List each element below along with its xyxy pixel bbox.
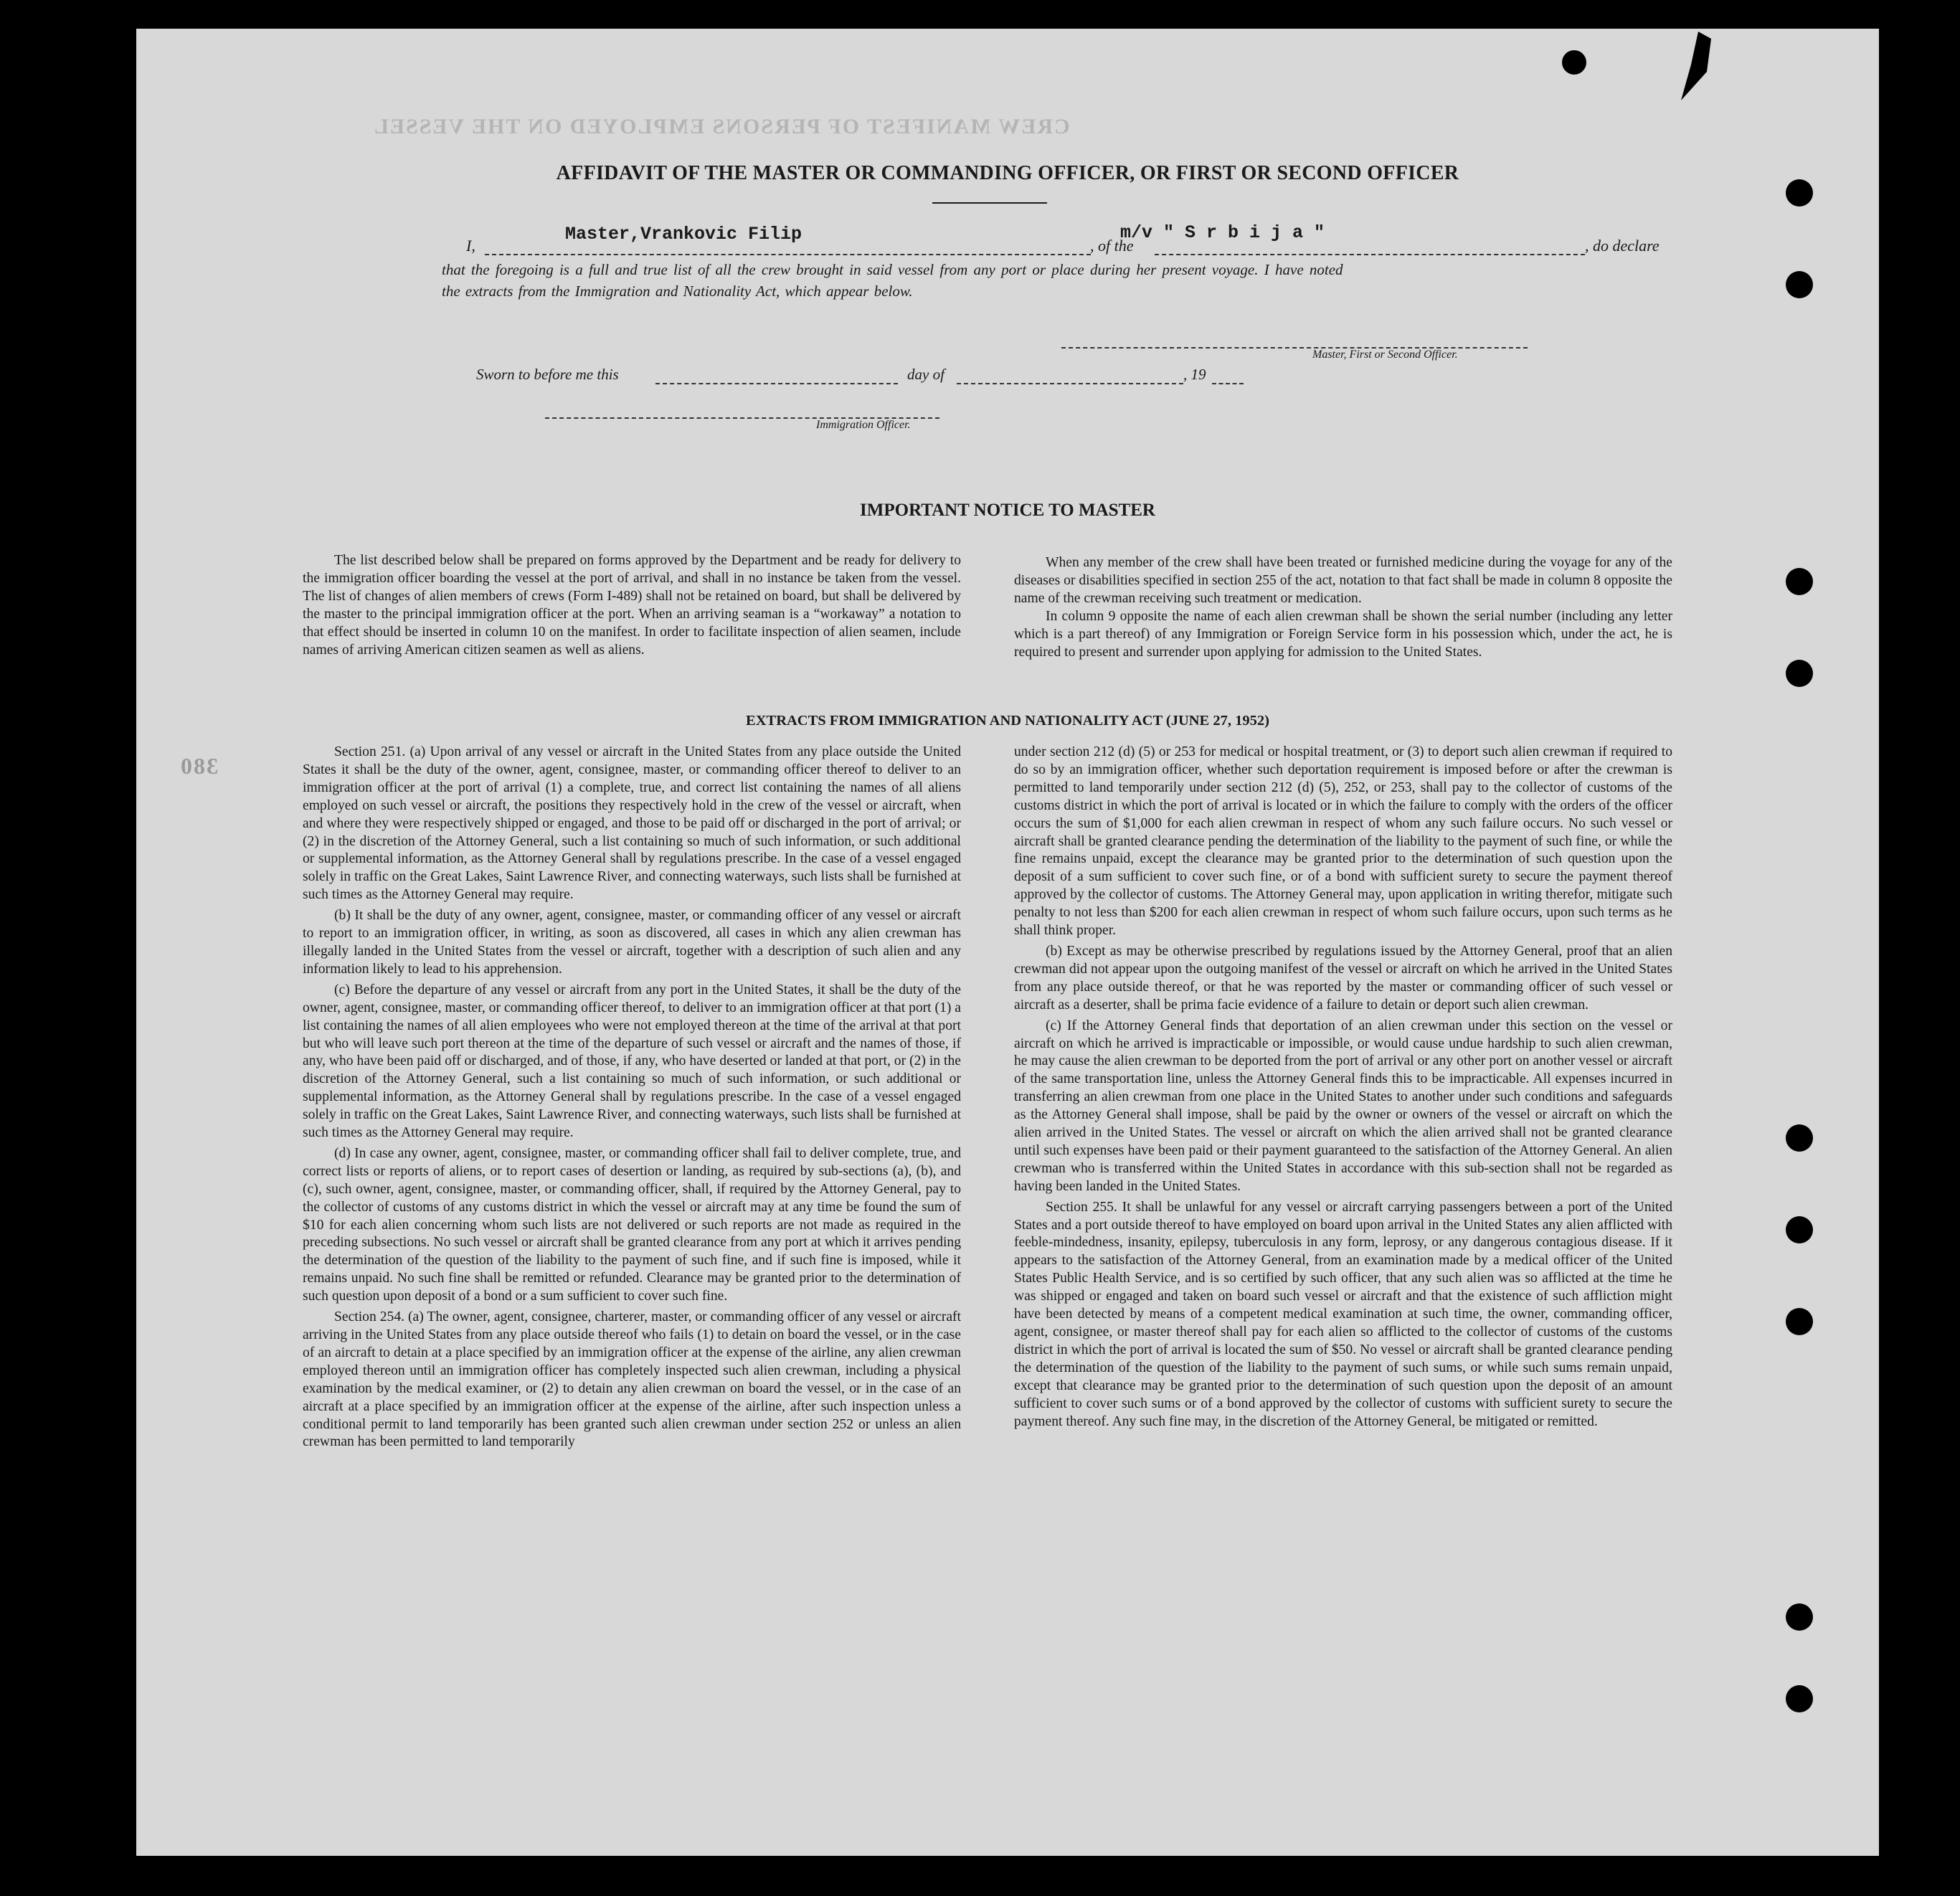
master-name-line bbox=[485, 254, 1091, 255]
extract-paragraph: Section 255. It shall be unlawful for any vessel or aircraft carrying passengers between a port of the United States and a port outside thereof to have employed on board upon arrival in the United States any alien afflicted with feeble-mindedness, insanity, epilepsy, tuberculosis in any form, leprosy, or any dangerous contagious disease. If it appears to the satisfaction of the Attorney General, from an examination made by a medical officer of the United States Public Health Service, and is so certified by such officer, that any such alien was so afflicted at the time he was shipped or engaged and taken on board such vessel or aircraft and that the existence of such affliction might have been detected by means of a competent medical examination at such time, the owner, commanding officer, agent, consignee, or master thereof shall pay for each alien so afflicted to the collector of customs of the customs district in which the port of arrival is located the sum of $50. No vessel or aircraft shall be granted clearance pending the determination of the question of the liability to the payment of such sums, or while such sums remain unpaid, except that clearance may be granted prior to the determination of such question upon the deposit of an amount sufficient to cover such sums or of a bond approved by the collector of customs with sufficient surety to secure the payment thereof. Any such fine may, in the discretion of the Attorney General, be mitigated or remitted. bbox=[1014, 1199, 1672, 1429]
sworn-day-line bbox=[655, 383, 898, 384]
document-page bbox=[136, 29, 1879, 1856]
torn-corner-mark bbox=[1678, 29, 1714, 108]
do-declare-label: , do declare bbox=[1585, 237, 1660, 255]
bleed-through-text: CREW MANIFEST OF PERSONS EMPLOYED ON THE VESSEL bbox=[373, 115, 1070, 138]
notice-title: IMPORTANT NOTICE TO MASTER bbox=[860, 501, 1155, 520]
notice-right-column bbox=[1014, 554, 1672, 661]
extract-paragraph: Section 254. (a) The owner, agent, consignee, charterer, master, or commanding officer of any vessel or aircraft arriving in the United States from any place outside thereof who fails (1) to detain on board the vessel, or in the case of an aircraft to detain at a place specified by an immigration officer at the expense of the airline, any alien crewman employed thereon until an immigration officer has completely inspected such alien crewman, including a physical examination by the medical examiner, or (2) to detain any alien crewman on board the vessel, or in the case of an aircraft at a place specified by an immigration officer at the expense of the airline, after such inspection unless a conditional permit to land temporarily has been granted such alien crewman under section 252 or unless an alien crewman has been permitted to land temporarily bbox=[303, 1309, 961, 1450]
vessel-name-line bbox=[1155, 254, 1585, 255]
notice-paragraph: When any member of the crew shall have been treated or furnished medicine during the voyage for any of the diseases or disabilities specified in section 255 of the act, notation to that fact shall be made in column 8 opposite the name of the crewman receiving such treatment or medication. bbox=[1014, 555, 1672, 606]
sworn-year-line bbox=[1212, 383, 1244, 384]
punch-hole bbox=[1786, 1308, 1813, 1335]
day-of-label: day of bbox=[907, 366, 945, 383]
punch-hole bbox=[1786, 1603, 1813, 1631]
notice-paragraph: The list described below shall be prepared on forms approved by the Department and be ready for delivery to the immigration officer boarding the vessel at the port of arrival, and shall in no instance be taken from the vessel. The list of changes of alien members of crews (Form I-489) shall not be retained on board, but shall be delivered by the master to the principal immigration officer at the port. When an arriving seaman is a “workaway” a notation to that effect should be inserted in column 10 on the manifest. In order to facilitate inspection of alien seamen, include names of arriving American citizen seamen as well as aliens. bbox=[303, 553, 961, 658]
punch-hole bbox=[1786, 1685, 1813, 1712]
sworn-label: Sworn to before me this bbox=[476, 366, 619, 383]
affidavit-title: AFFIDAVIT OF THE MASTER OR COMMANDING OFFICER, OR FIRST OR SECOND OFFICER bbox=[556, 162, 1459, 184]
notice-paragraph: In column 9 opposite the name of each alien crewman shall be shown the serial number (including any letter which is a part thereof) of any Immigration or Foreign Service form in his possession which, under the act, he is required to present and surrender upon applying for admission to the United States. bbox=[1014, 608, 1672, 660]
punch-hole bbox=[1786, 568, 1813, 595]
punch-hole bbox=[1786, 1124, 1813, 1152]
extract-paragraph: (d) In case any owner, agent, consignee, master, or commanding officer shall fail to deliver complete, true, and correct lists or reports of aliens, or to report cases of desertion or landing, as required by sub-sections (a), (b), and (c), such owner, agent, consignee, master, or commanding officer, shall, if required by the Attorney General, pay to the collector of customs of any customs district in which the vessel or aircraft may at any time be found the sum of $10 for each alien concerning whom such lists are not delivered or such reports are not made as required in the preceding subsections. No such vessel or aircraft shall be granted clearance from any port at which it arrives pending the determination of the question of the liability to the payment of such fine, and if such fine is imposed, while it remains unpaid. No such fine shall be remitted or refunded. Clearance may be granted prior to the determination of such question upon deposit of a bond or a sum sufficient to cover such fine. bbox=[303, 1145, 961, 1304]
officer-caption: Immigration Officer. bbox=[816, 419, 911, 431]
punch-hole bbox=[1786, 271, 1813, 298]
extract-paragraph: under section 212 (d) (5) or 253 for medical or hospital treatment, or (3) to deport such alien crewman if required to do so by an immigration officer, whether such deportation requirement is imposed before or after the crewman is permitted to land temporarily under section 212 (d) (5), 252, or 253, shall pay to the collector of customs of the customs district in which the port of arrival is located or in which the failure to comply with the orders of the officer occurs the sum of $1,000 for each alien crewman in respect of whom any such failure occurs. No such vessel or aircraft shall be granted clearance pending the determination of the liability to the payment of such fine, or while the fine remains unpaid, except the clearance may be granted prior to the determination of such question upon the deposit of a sum sufficient to cover such fine, or of a bond with sufficient surety to secure the payment thereof approved by the collector of customs. The Attorney General may, upon application in writing therefor, mitigate such penalty to not less than $200 for each alien crewman in respect of whom such failure occurs, upon such terms as he shall think proper. bbox=[1014, 744, 1672, 939]
title-divider bbox=[932, 202, 1047, 204]
punch-hole bbox=[1786, 1216, 1813, 1243]
extracts-title: EXTRACTS FROM IMMIGRATION AND NATIONALITY ACT (JUNE 27, 1952) bbox=[746, 713, 1269, 729]
extract-paragraph: (b) Except as may be otherwise prescribed by regulations issued by the Attorney General, proof that an alien crewman did not appear upon the outgoing manifest of the vessel or aircraft on which he arrived in the United States from any place outside thereof, or that he was reported by the master or commanding officer of such vessel or aircraft as a deserter, shall be prima facie evidence of a failure to detain or deport such alien crewman. bbox=[1014, 943, 1672, 1013]
vessel-name-value: m/v " S r b i j a " bbox=[1120, 222, 1325, 243]
extract-paragraph: (c) If the Attorney General finds that deportation of an alien crewman under this section on the vessel or aircraft on which he arrived is impracticable or impossible, or would cause undue hardship to such alien crewman, he may cause the alien crewman to be deported from the port of arrival or any other port on another vessel or aircraft of the same transportation line, unless the Attorney General finds this to be impracticable. All expenses incurred in transferring an alien crewman from one place in the United States to another under such conditions and safeguards as the Attorney General shall impose, shall be paid by the owner or owners of the vessel or aircraft on which the alien arrived in the United States. The vessel or aircraft on which the alien arrived shall not be granted clearance until such expenses have been paid or their payment guaranteed to the satisfaction of the Attorney General. An alien crewman who is transferred within the United States in accordance with this sub-section shall not be regarded as having been landed in the United States. bbox=[1014, 1018, 1672, 1194]
of-the-label: , of the bbox=[1090, 237, 1134, 255]
i-label: I, bbox=[466, 237, 475, 255]
extracts-right-column bbox=[1014, 744, 1672, 1433]
punch-hole bbox=[1562, 50, 1586, 75]
declaration-text-1: that the foregoing is a full and true list of all the crew brought in said vessel from any port or place during her present voyage. I have noted bbox=[442, 261, 1343, 278]
extract-paragraph: (b) It shall be the duty of any owner, agent, consignee, master, or commanding officer of any vessel or aircraft to report to an immigration officer, in writing, as soon as discovered, all cases in which any alien crewman has illegally landed in the United States from the vessel or aircraft, together with a description of such alien and any information likely to lead to his apprehension. bbox=[303, 908, 961, 977]
extract-paragraph: (c) Before the departure of any vessel or aircraft from any port in the United States, it shall be the duty of the owner, agent, consignee, master, or commanding officer thereof, to deliver to an immigration officer at that port (1) a list containing the names of all alien employees who were not employed thereon at the time of the arrival at that port but who will leave such port thereon at the time of the departure of such vessel or aircraft and the names of those, if any, who have been paid off or discharged, and of those, if any, who have deserted or landed at that port, or (2) in the discretion of the Attorney General, such a list containing so much of such information, or such additional or supplemental information, as the Attorney General shall by regulations prescribe. In the case of a vessel engaged solely in traffic on the Great Lakes, Saint Lawrence River, and connecting waterways, such lists shall be furnished at such times as the Attorney General may require. bbox=[303, 982, 961, 1141]
declaration-text-2: the extracts from the Immigration and Nationality Act, which appear below. bbox=[442, 283, 913, 300]
notice-left-column bbox=[303, 552, 961, 659]
sworn-month-line bbox=[957, 383, 1183, 384]
master-name-value: Master,Vrankovic Filip bbox=[565, 224, 803, 245]
page-stamp: 380 bbox=[179, 753, 218, 779]
extract-paragraph: Section 251. (a) Upon arrival of any vessel or aircraft in the United States from any place outside the United States it shall be the duty of the owner, agent, consignee, master, or commanding officer thereof to deliver to an immigration officer at the port of arrival (1) a complete, true, and correct list containing the names of all aliens employed on such vessel or aircraft, the positions they respectively hold in the crew of the vessel or aircraft, when and where they were respectively shipped or engaged, and those to be paid off or discharged in the port of arrival; or (2) in the discretion of the Attorney General, such a list containing so much of such information, or such additional or supplemental information, as the Attorney General shall by regulations prescribe. In the case of a vessel engaged solely in traffic on the Great Lakes, Saint Lawrence River, and connecting waterways, such lists shall be furnished at such times as the Attorney General may require. bbox=[303, 744, 961, 903]
year-label: , 19 bbox=[1183, 366, 1206, 383]
punch-hole bbox=[1786, 660, 1813, 687]
signature-caption: Master, First or Second Officer. bbox=[1312, 349, 1458, 361]
extracts-left-column bbox=[303, 744, 961, 1454]
